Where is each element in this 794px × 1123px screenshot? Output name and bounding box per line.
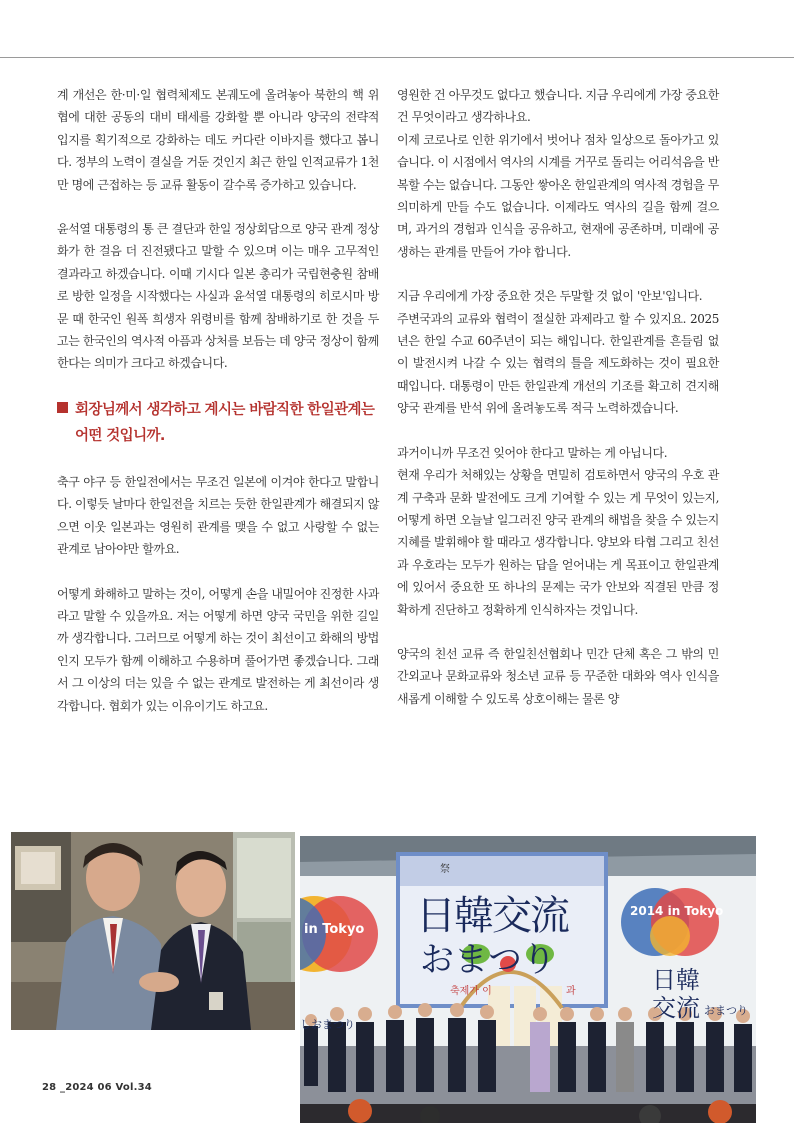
paragraph: 이제 코로나로 인한 위기에서 벗어나 점차 일상으로 돌아가고 있습니다. 이 시점에서 역사의 시계를 거꾸로 돌리는 어리석음을 반복할 수는 없습니다. 그동안 쌓아온 한일관계의 역사적 경험을 무의미하게 만들 수도 없습니다. 이제라도 역사의 길을 함께 걸으며, 과거의 경험과 인식을 공유하고, 현재에 공존하며, 미래에 공생하는 관계를 만들어 가야 합니다. bbox=[397, 132, 719, 259]
handshake-photo-illustration bbox=[11, 832, 295, 1030]
paragraph: 주변국과의 교류와 협력이 절실한 과제라고 할 수 있지요. 2025년은 한일 수교 60주년이 되는 해입니다. 한일관계를 흔들림 없이 발전시켜 나갈 수 있는 협력의 틀을 제도화하는 것이 필요한 때입니다. 대통령이 만든 한일관계 개선의 기조를 확고히 견지해 양국 관계를 반석 위에 올려놓도록 적극 노력하겠습니다. bbox=[397, 311, 719, 416]
paragraph: 현재 우리가 처해있는 상황을 면밀히 검토하면서 양국의 우호 관계 구축과 문화 발전에도 크게 기여할 수 있는 게 무엇이 있는지, 어떻게 하면 오늘날 일그러진 양국 관계의 해법을 찾을 수 있는지 지혜를 발휘해야 할 때라고 생각합니다. 양보와 타협 그리고 친선과 우호라는 모두가 원하는 답을 얻어내는 게 목표이고 한일관계에 있어서 중요한 또 하나의 문제는 국가 안보와 직결된 만큼 정확하게 진단하고 정확하게 인식하자는 것입니다. bbox=[397, 468, 719, 617]
paragraph: 계 개선은 한·미·일 협력체제도 본궤도에 올려놓아 북한의 핵 위협에 대한 공동의 대비 태세를 강화할 뿐 아니라 양국의 전략적 입지를 획기적으로 강화하는 데도 커다란 이바지를 했다고 봅니다. 정부의 노력이 결실을 거둔 것인지 최근 한일 인적교류가 1천만 명에 근접하는 등 교류 활동이 갈수록 증가하고 있습니다. bbox=[57, 88, 379, 192]
side-kana: おまつり bbox=[704, 1004, 748, 1017]
side-kana-left: しおまつり bbox=[300, 1018, 355, 1031]
banner-sub-kana: おまつり bbox=[420, 940, 556, 980]
logo-left-text: in Tokyo bbox=[304, 922, 365, 937]
square-bullet-icon bbox=[57, 402, 68, 413]
banner-top-text: 祭 bbox=[440, 864, 450, 875]
paragraph: 윤석열 대통령의 통 큰 결단과 한일 정상회담으로 양국 관계 정상화가 한 걸음 더 진전됐다고 말할 수 있으며 이는 매우 고무적인 결과라고 하겠습니다. 이때 기시다 일본 총리가 국립현충원 참배로 방한 일정을 시작했다는 사실과 윤석열 대통령의 히로시마 방문 때 한국인 원폭 희생자 위령비를 함께 참배하기로 한 것을 두고는 한국인의 역사적 아픔과 상처를 보듬는 데 양국 정상이 함께 한다는 의미가 크다고 하겠습니다. bbox=[57, 222, 379, 371]
top-rule bbox=[0, 57, 794, 58]
left-column bbox=[57, 84, 379, 739]
side-kanji-1: 日韓 bbox=[652, 966, 700, 994]
banner-korean-right: 과 bbox=[566, 986, 576, 997]
right-column bbox=[397, 84, 719, 732]
photo-festival-stage bbox=[300, 836, 756, 1123]
banner-main-kanji: 日韓交流 bbox=[416, 893, 568, 939]
photo-handshake bbox=[11, 832, 295, 1030]
section-heading-text: 회장님께서 생각하고 계시는 바람직한 한일관계는 어떤 것입니까. bbox=[75, 401, 375, 444]
paragraph: 양국의 친선 교류 즉 한일친선협회나 민간 단체 혹은 그 밖의 민간외교나 문화교류와 청소년 교류 등 꾸준한 대화와 역사 인식을 새롭게 이해할 수 있도록 상호이해는 물론 양 bbox=[397, 646, 719, 706]
paragraph: 어떻게 화해하고 말하는 것이, 어떻게 손을 내밀어야 진정한 사과라고 말할 수 있을까요. 저는 어떻게 하면 양국 국민을 위한 길일까 생각합니다. 그러므로 어떻게 하는 것이 최선이고 화해의 방법인지 모두가 함께 이해하고 수용하며 풀어가면 좋겠습니다. 그래서 그 이상의 더는 있을 수 없는 관계로 발전하는 게 최선이라 생각합니다. 협회가 있는 이유이기도 하고요. bbox=[57, 586, 379, 713]
page-footer: 28 _2024 06 Vol.34 bbox=[42, 1082, 152, 1093]
paragraph: 과거이니까 무조건 잊어야 한다고 말하는 게 아닙니다. bbox=[397, 445, 668, 460]
banner-korean: 축제가 이 bbox=[450, 986, 492, 997]
paragraph: 지금 우리에게 가장 중요한 것은 두말할 것 없이 '안보'입니다. bbox=[397, 289, 703, 304]
section-heading bbox=[57, 397, 379, 449]
paragraph: 축구 야구 등 한일전에서는 무조건 일본에 이겨야 한다고 말합니다. 이렇듯 날마다 한일전을 치르는 듯한 한일관계가 해결되지 않으면 이웃 일본과는 영원히 관계를 맺을 수 없고 사랑할 수 없는 관계로 남아야만 할까요. bbox=[57, 474, 379, 557]
side-kanji-2: 交流 bbox=[652, 994, 700, 1022]
logo-right-text: 2014 in Tokyo bbox=[630, 904, 724, 918]
paragraph: 영원한 건 아무것도 없다고 했습니다. 지금 우리에게 가장 중요한 건 무엇이라고 생각하나요. bbox=[397, 88, 719, 125]
